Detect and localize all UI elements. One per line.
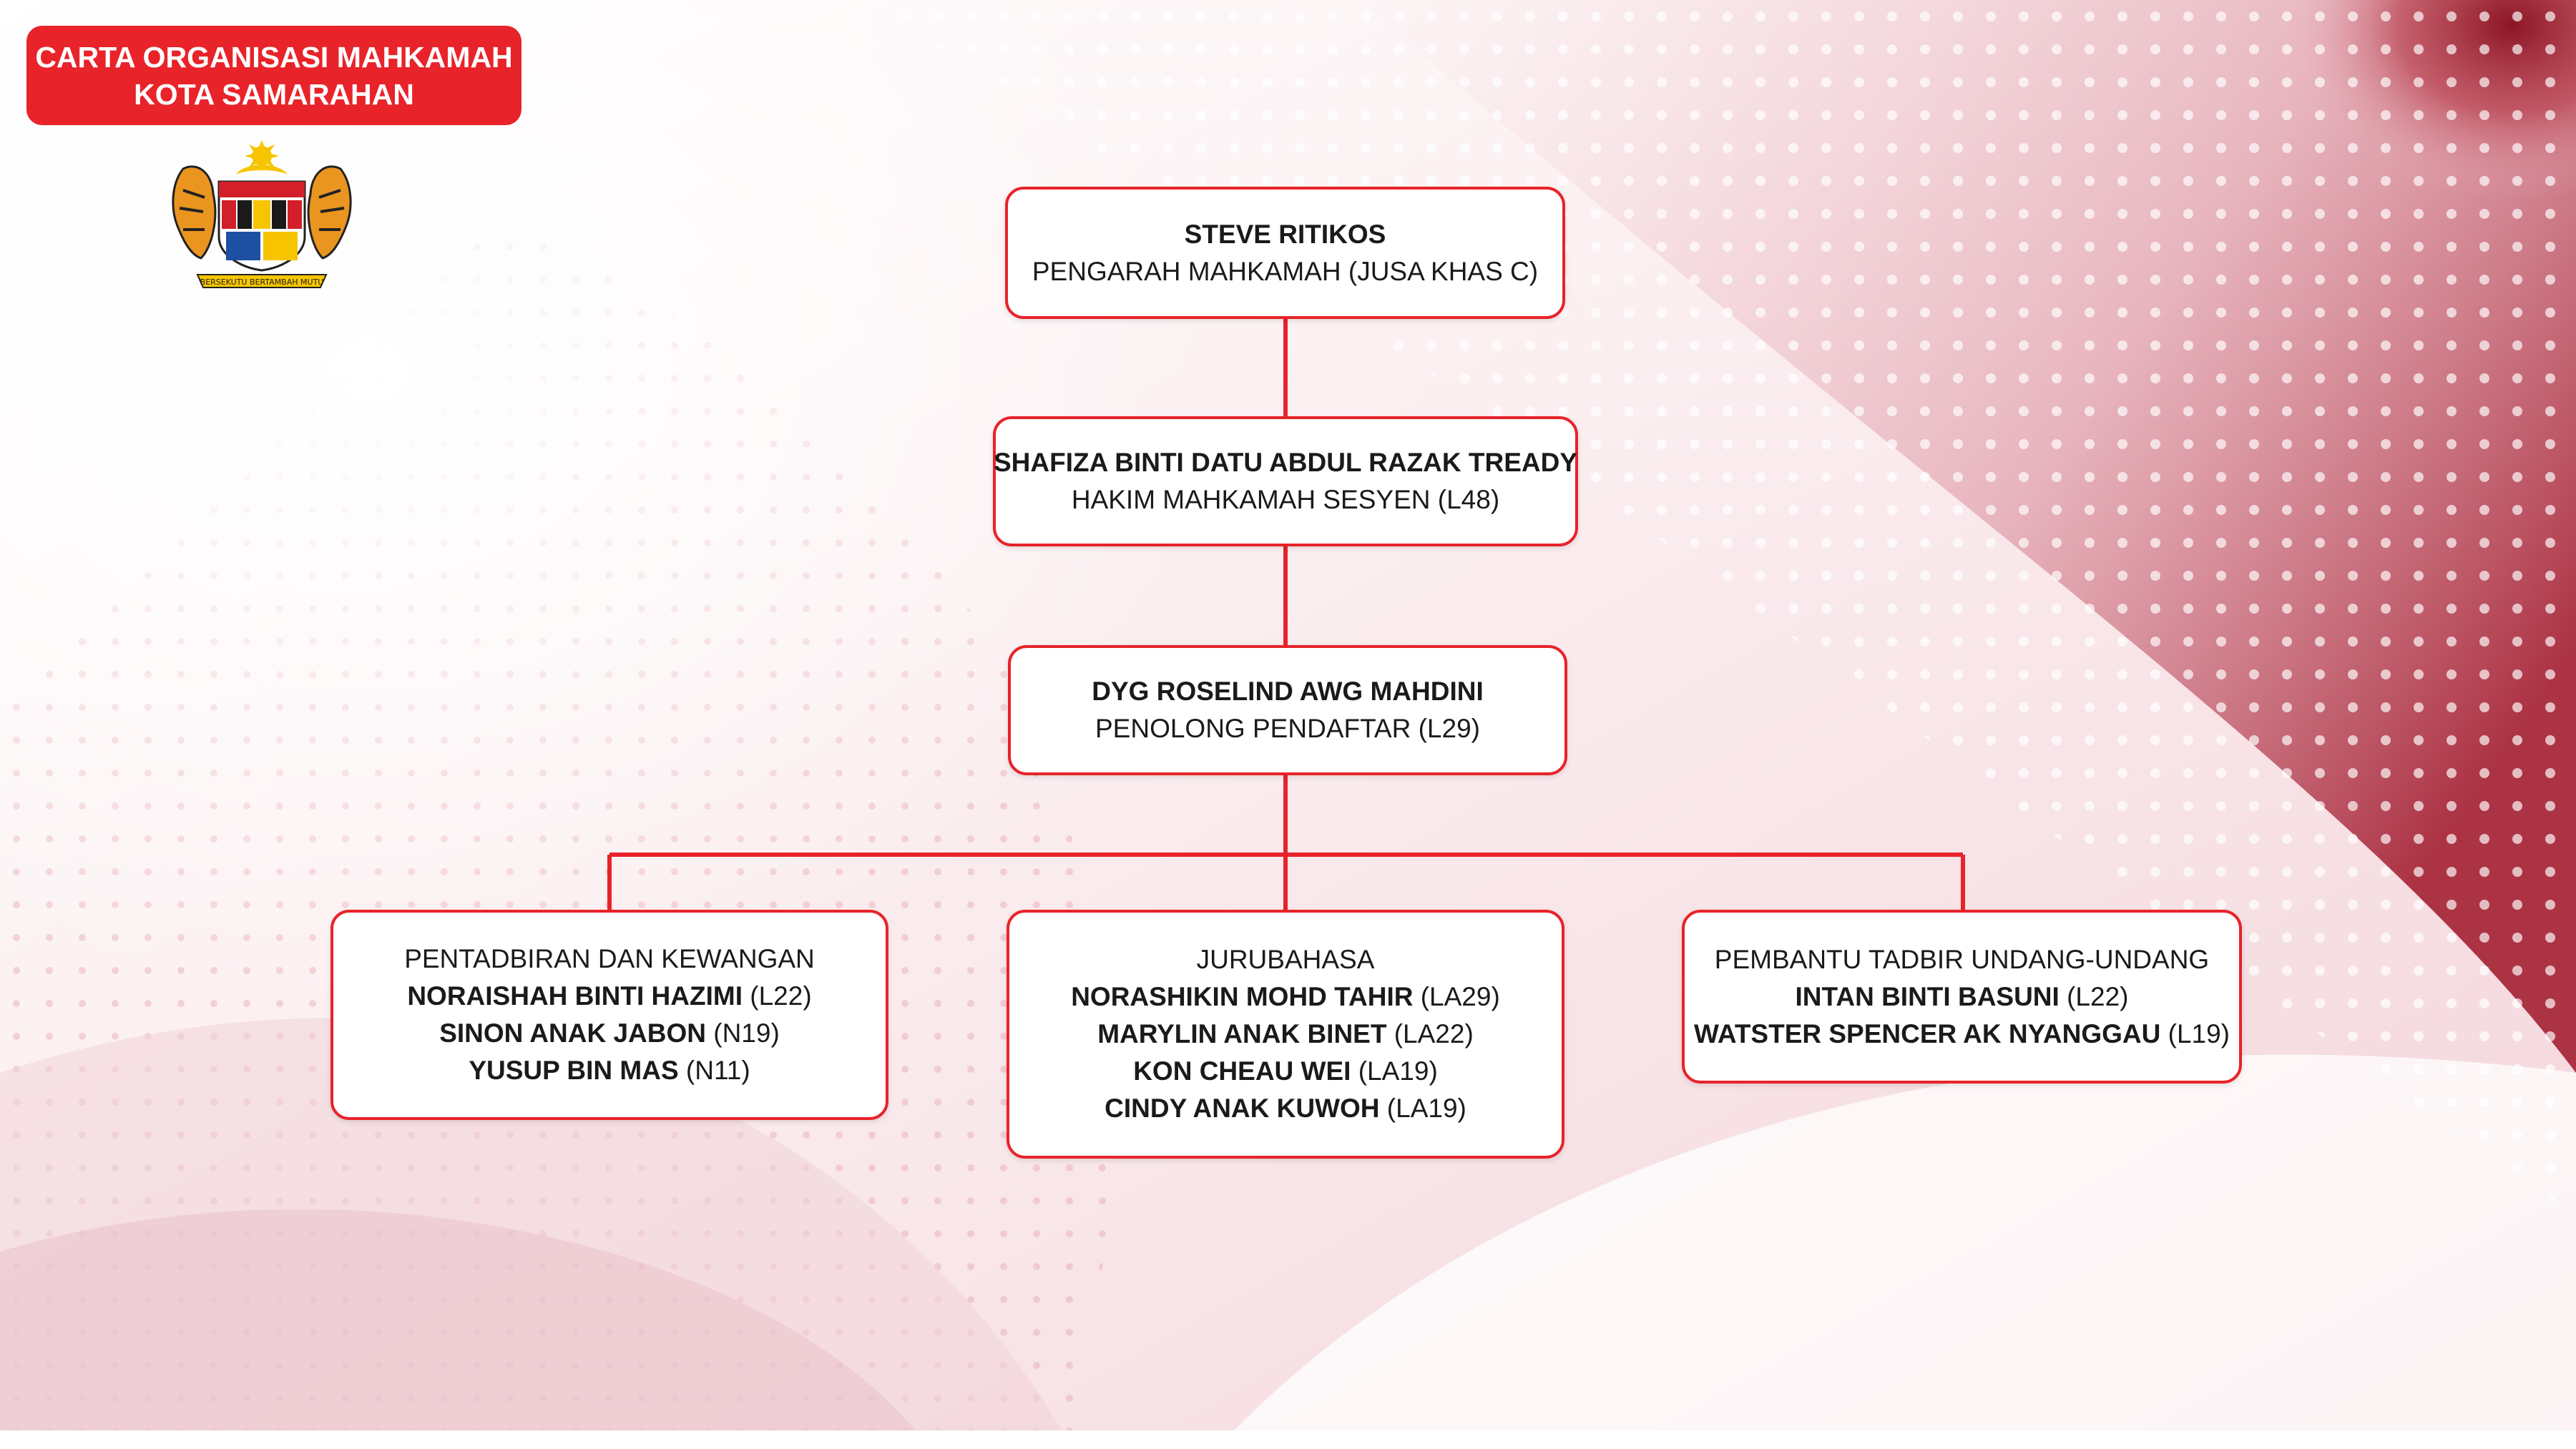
staff-grade: (LA29): [1420, 982, 1500, 1011]
judge-name: SHAFIZA BINTI DATU ABDUL RAZAK TREADY: [994, 448, 1578, 477]
staff-name: WATSTER SPENCER AK NYANGGAU: [1693, 1018, 2161, 1048]
node-unit-pembantu-tadbir: [1682, 910, 2242, 1084]
registrar-role: PENOLONG PENDAFTAR (L29): [1095, 714, 1480, 743]
unit-title: PENTADBIRAN DAN KEWANGAN: [404, 944, 815, 973]
node-registrar: [1008, 645, 1567, 775]
unit-title: JURUBAHASA: [1196, 945, 1375, 974]
staff-grade: (L22): [750, 981, 812, 1011]
director-role: PENGARAH MAHKAMAH (JUSA KHAS C): [1032, 256, 1539, 286]
staff-grade: (LA19): [1386, 1094, 1466, 1123]
emblem-motto: BERSEKUTU BERTAMBAH MUTU: [200, 277, 324, 287]
title-line-1: CARTA ORGANISASI MAHKAMAH: [35, 40, 513, 74]
director-name: STEVE RITIKOS: [1184, 219, 1386, 249]
staff-grade: (LA19): [1358, 1056, 1438, 1086]
node-unit-jurubahasa: [1007, 910, 1564, 1159]
staff-name: CINDY ANAK KUWOH: [1105, 1094, 1380, 1123]
staff-name: KON CHEAU WEI: [1133, 1056, 1351, 1086]
staff-grade: (N11): [685, 1056, 750, 1085]
staff-name: NORAISHAH BINTI HAZIMI: [407, 981, 743, 1011]
node-director: [1005, 187, 1565, 319]
staff-grade: (N19): [713, 1018, 780, 1048]
staff-name: MARYLIN ANAK BINET: [1097, 1019, 1387, 1048]
staff-grade: (LA22): [1394, 1019, 1474, 1048]
registrar-name: DYG ROSELIND AWG MAHDINI: [1092, 677, 1484, 706]
staff-name: YUSUP BIN MAS: [469, 1056, 679, 1085]
title-line-2: KOTA SAMARAHAN: [134, 77, 414, 111]
staff-name: NORASHIKIN MOHD TAHIR: [1071, 982, 1414, 1011]
judge-role: HAKIM MAHKAMAH SESYEN (L48): [1071, 485, 1500, 514]
node-unit-pentadbiran: [330, 910, 888, 1120]
unit-title: PEMBANTU TADBIR UNDANG-UNDANG: [1714, 944, 2210, 974]
staff-name: INTAN BINTI BASUNI: [1795, 981, 2060, 1011]
node-judge: [993, 416, 1578, 546]
staff-grade: (L22): [2067, 981, 2129, 1011]
staff-grade: (L19): [2168, 1018, 2230, 1048]
staff-name: SINON ANAK JABON: [439, 1018, 706, 1048]
